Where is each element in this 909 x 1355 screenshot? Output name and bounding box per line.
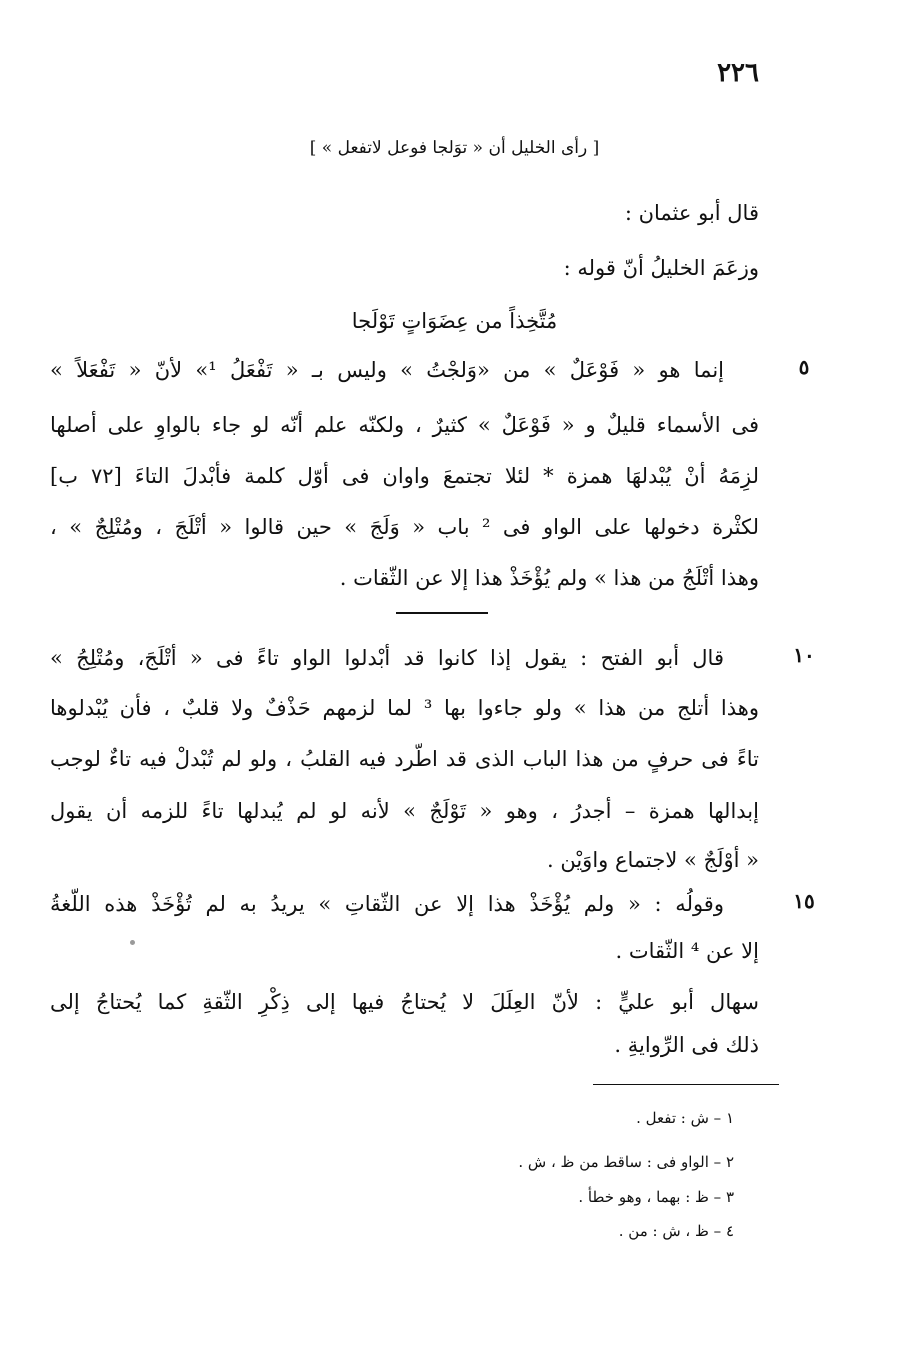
paper-speck [130, 940, 135, 945]
text-line: ذلك فى الرِّوايةِ . [614, 1033, 759, 1057]
footnote-rule [593, 1084, 779, 1085]
text-line: قال أبو عثمان : [624, 201, 759, 225]
text-line: وهذا أتْلَجُ من هذا » ولم يُؤْخَذْ هذا إلا عن الثّقات . [339, 566, 759, 590]
text-line: وهذا أتلج من هذا » ولو جاءوا بها ³ لما لزمهم حَذْفٌ ولا قلبٌ ، فأن يُبْدلوها [50, 696, 759, 720]
footnote: ٣ – ظ : بهما ، وهو خطأ . [578, 1188, 734, 1206]
text-line: « أوْلَجٌ » لاجتماع واوَيْن . [547, 848, 759, 872]
text-line: إبدالها همزة – أجدرُ ، وهو « تَوْلَجٌ » لأنه لو لم يُبدلها تاءً للزمه أن يقول [50, 799, 759, 823]
text-line: إنما هو « فَوْعَلٌ » من «وَلجْتُ » وليس بـ « تَفْعَلُ ¹» لأنّ « تَفْعَلاً » [50, 358, 724, 382]
footnote: ١ – ش : تفعل . [636, 1109, 734, 1127]
section-heading: [ رأى الخليل أن « توَلجا فوعل لاتفعل » ] [309, 138, 600, 158]
text-line: فى الأسماء قليلٌ و « فَوْعَلٌ » كثيرٌ ، ولكنّه علم أنّه لو جاء بالواوِ على أصلها [50, 413, 759, 437]
line-number: ١٥ [793, 889, 815, 913]
text-line: قال أبو الفتح : يقول إذا كانوا قد أبْدلوا الواو تاءً فى « أتْلَجَ، ومُتْلِجُ » [50, 646, 724, 670]
line-number: ٥ [798, 355, 810, 379]
text-line: تاءً فى حرفٍ من هذا الباب الذى قد اطّرد فيه القلبُ ، ولو لم تُبْدلْ فيه تاءٌ لوجب [50, 747, 759, 771]
text-line: لزِمَهُ أنْ يُبْدلهَا همزة * لئلا تجتمعَ واوان فى أوّل كلمة فأبْدلَ التاءَ [٧٢ ب] [50, 464, 760, 488]
footnote: ٤ – ظ ، ش : من . [618, 1222, 734, 1240]
section-divider [396, 612, 488, 614]
text-line: إلا عن ⁴ الثّقات . [615, 939, 759, 963]
text-line: سهال أبو عليٍّ : لأنّ العِلَلَ لا يُحتاجُ فيها إلى ذِكْرِ الثّقةِ كما يُحتاجُ إلى [50, 990, 759, 1014]
text-line: وقولُه : « ولم يُؤْخَذْ هذا إلا عن الثّقاتِ » يريدُ به لم تُؤْخَذْ هذه اللّغةُ [50, 892, 724, 916]
verse-line: مُتَّخِذاً من عِضَوَاتٍ تَوْلَجا [351, 309, 558, 333]
line-number: ١٠ [793, 643, 815, 667]
text-line: وزعَمَ الخليلُ أنّ قوله : [563, 256, 759, 280]
text-line: لكثْرة دخولها على الواو فى ² باب « وَلَجَ » حين قالوا « أتْلَجَ ، ومُتْلِجٌ » ، [50, 515, 760, 539]
page-number: ٢٢٦ [717, 58, 759, 88]
footnote: ٢ – الواو فى : ساقط من ظ ، ش . [518, 1153, 734, 1171]
